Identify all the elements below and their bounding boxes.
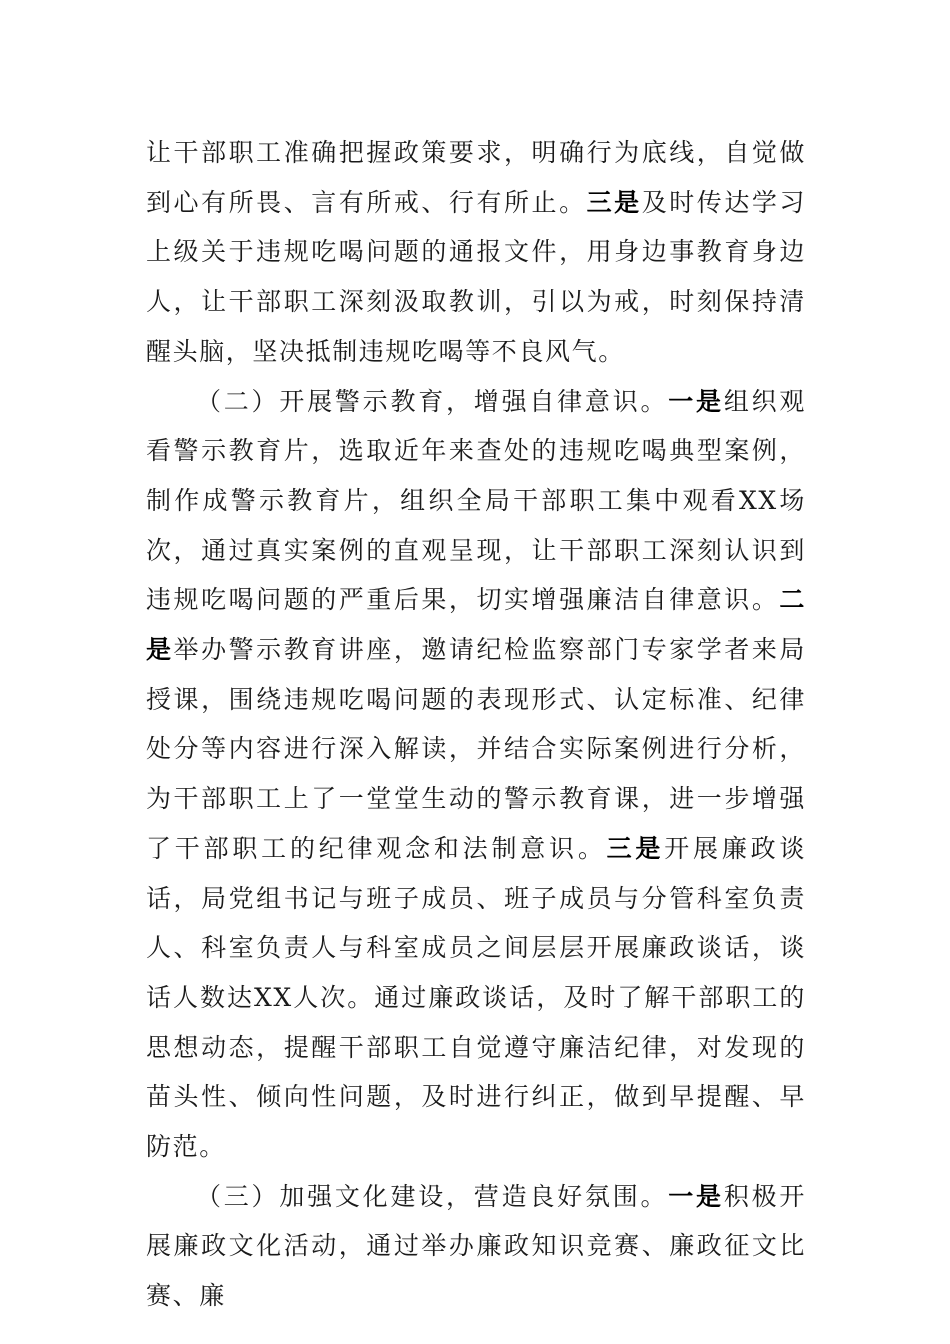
section-heading: （三）加强文化建设，营造良好氛围。 bbox=[196, 1181, 669, 1211]
paragraph-2 bbox=[146, 377, 806, 1172]
paragraph-3 bbox=[146, 1172, 806, 1321]
text-run: 让干部职工准确把握政策要求，明确行为底线，自觉做到心有所畏、言有所戒、行有所止。 bbox=[146, 138, 806, 217]
paragraph-1 bbox=[146, 128, 806, 377]
bold-run: 三是 bbox=[606, 833, 665, 863]
body-text bbox=[146, 128, 806, 1321]
bold-run: 一是 bbox=[668, 386, 724, 416]
section-heading: （二）开展警示教育，增强自律意识。 bbox=[196, 386, 669, 416]
bold-run: 一是 bbox=[668, 1181, 724, 1211]
bold-run: 三是 bbox=[586, 187, 642, 217]
text-run: 开展廉政谈话，局党组书记与班子成员、班子成员与分管科室负责人、科室负责人与科室成员之间层层开展廉政谈话，谈话人数达XX人次。通过廉政谈话，及时了解干部职工的思想动态，提醒干部职工自觉遵守廉洁纪律，对发现的苗头性、倾向性问题，及时进行纠正，做到早提醒、早防范。 bbox=[146, 833, 806, 1162]
text-run: 及时传达学习上级关于违规吃喝问题的通报文件，用身边事教育身边人，让干部职工深刻汲取教训，引以为戒，时刻保持清醒头脑，坚决抵制违规吃喝等不良风气。 bbox=[146, 187, 806, 366]
text-run: 积极开展廉政文化活动，通过举办廉政知识竞赛、廉政征文比赛、廉 bbox=[146, 1181, 806, 1311]
bold-run: 二是 bbox=[146, 585, 806, 665]
text-run: 组织观看警示教育片，选取近年来查处的违规吃喝典型案例，制作成警示教育片，组织全局干部职工集中观看XX场次，通过真实案例的直观呈现，让干部职工深刻认识到违规吃喝问题的严重后果，切实增强廉洁自律意识。 bbox=[146, 386, 806, 615]
text-run: 举办警示教育讲座，邀请纪检监察部门专家学者来局授课，围绕违规吃喝问题的表现形式、认定标准、纪律处分等内容进行深入解读，并结合实际案例进行分析，为干部职工上了一堂堂生动的警示教育课，进一步增强了干部职工的纪律观念和法制意识。 bbox=[146, 635, 806, 863]
